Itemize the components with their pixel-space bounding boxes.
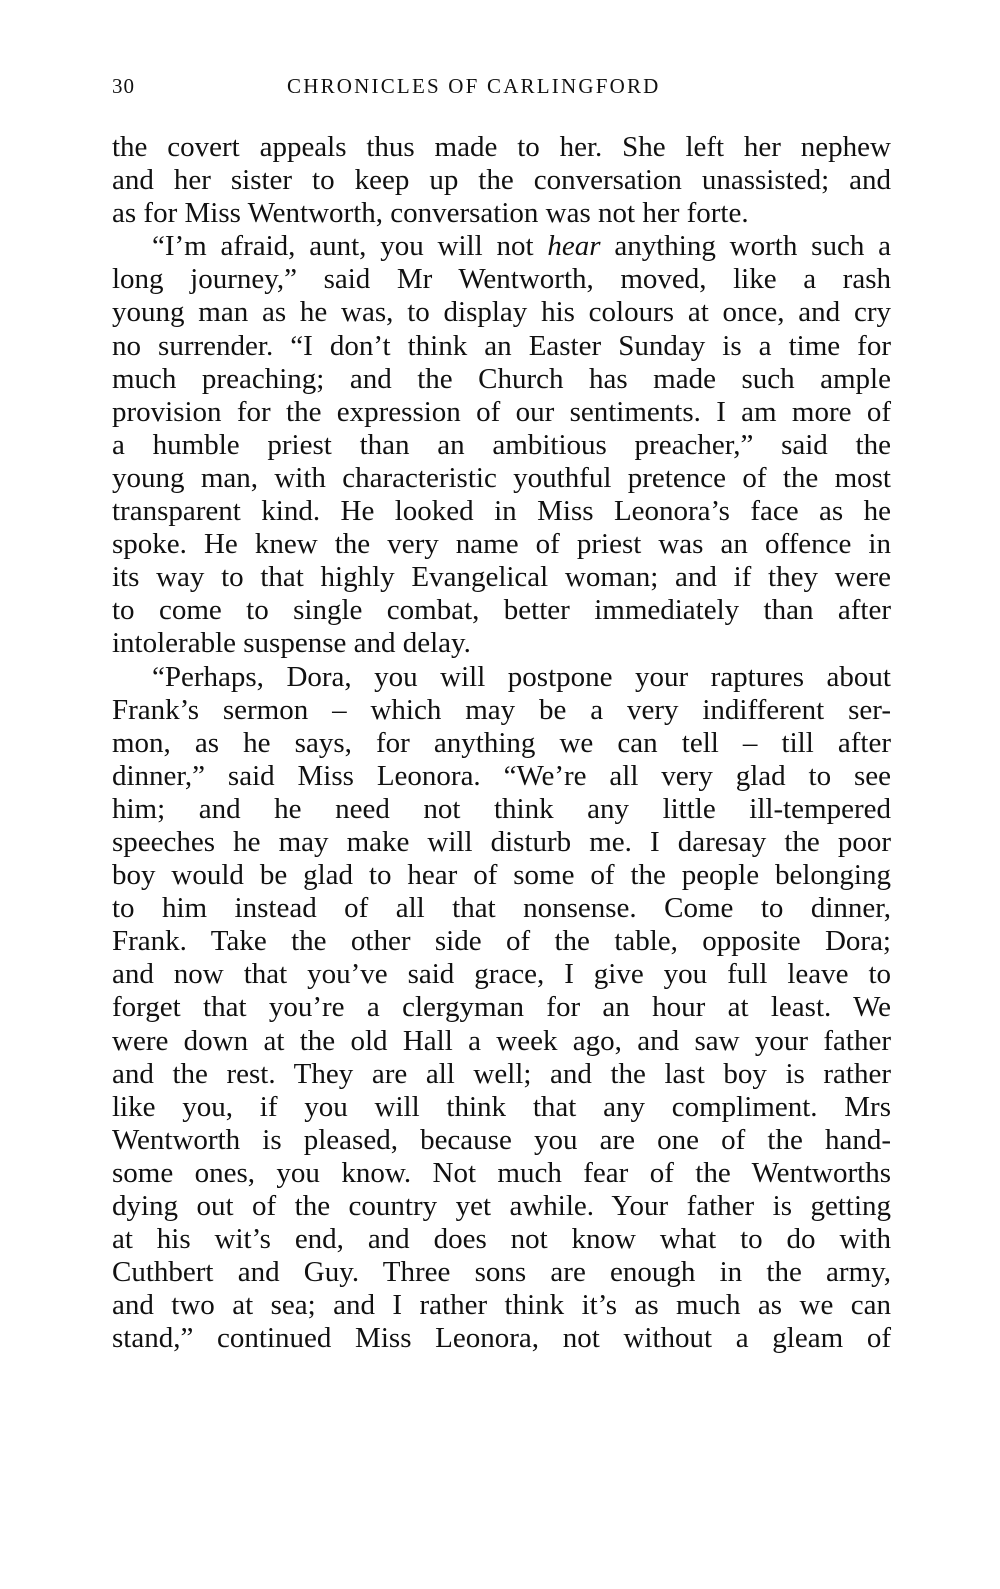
text-line: no surrender. “I don’t think an Easter Sunday is a time for bbox=[112, 329, 891, 362]
text-line: its way to that highly Evangelical woman; and if they were bbox=[112, 561, 891, 594]
text-line-start: “I’m afraid, aunt, you will not bbox=[152, 230, 534, 263]
text-line: boy would be glad to hear of some of the people belonging bbox=[112, 859, 891, 892]
text-line: young man as he was, to display his colours at once, and cry bbox=[112, 296, 891, 329]
text-line: and now that you’ve said grace, I give you full leave to bbox=[112, 958, 891, 991]
text-line: the covert appeals thus made to her. She left her nephew bbox=[112, 131, 891, 163]
text-line: to him instead of all that nonsense. Come to dinner, bbox=[112, 892, 891, 925]
text-line: Cuthbert and Guy. Three sons are enough in the army, bbox=[112, 1256, 891, 1289]
text-line: a humble priest than an ambitious preacher,” said the bbox=[112, 428, 891, 461]
text-line: like you, if you will think that any compliment. Mrs bbox=[112, 1090, 891, 1123]
text-line: and the rest. They are all well; and the last boy is rather bbox=[112, 1057, 891, 1090]
text-line: long journey,” said Mr Wentworth, moved, like a rash bbox=[112, 263, 891, 296]
text-line: forget that you’re a clergyman for an hour at least. We bbox=[112, 991, 891, 1024]
running-head-title: CHRONICLES OF CARLINGFORD bbox=[287, 74, 661, 98]
text-line: stand,” continued Miss Leonora, not without a gleam of bbox=[112, 1322, 891, 1355]
text-line: speeches he may make will disturb me. I daresay the poor bbox=[112, 825, 891, 858]
text-line: some ones, you know. Not much fear of the Wentworths bbox=[112, 1156, 891, 1189]
text-line: Wentworth is pleased, because you are one of the hand- bbox=[112, 1123, 891, 1156]
text-line-end: anything worth such a bbox=[600, 230, 892, 263]
text-line-with-emphasis bbox=[112, 230, 891, 263]
body-text bbox=[112, 131, 891, 1355]
text-line: young man, with characteristic youthful pretence of the most bbox=[112, 461, 891, 494]
text-line: and two at sea; and I rather think it’s as much as we can bbox=[112, 1289, 891, 1322]
text-line: were down at the old Hall a week ago, and saw your father bbox=[112, 1024, 891, 1057]
text-line: much preaching; and the Church has made such ample bbox=[112, 362, 891, 395]
text-line: provision for the expression of our sentiments. I am more of bbox=[112, 395, 891, 428]
text-line: intolerable suspense and delay. bbox=[112, 627, 471, 660]
text-line: dinner,” said Miss Leonora. “We’re all very glad to see bbox=[112, 759, 891, 792]
text-line: him; and he need not think any little ill-tempered bbox=[112, 792, 891, 825]
text-line: and her sister to keep up the conversation unassisted; and bbox=[112, 164, 891, 197]
text-line: dying out of the country yet awhile. Your father is getting bbox=[112, 1190, 891, 1222]
emphasis-word: hear bbox=[547, 230, 601, 263]
text-line: Frank’s sermon – which may be a very indifferent ser- bbox=[112, 693, 891, 726]
text-line: transparent kind. He looked in Miss Leonora’s face as he bbox=[112, 495, 891, 528]
text-line: Frank. Take the other side of the table, opposite Dora; bbox=[112, 925, 891, 958]
text-line: at his wit’s end, and does not know what to do with bbox=[112, 1223, 891, 1256]
text-line: spoke. He knew the very name of priest was an offence in bbox=[112, 528, 891, 561]
text-line: mon, as he says, for anything we can tell – till after bbox=[112, 726, 891, 759]
page-number: 30 bbox=[112, 74, 135, 98]
text-line: to come to single combat, better immediately than after bbox=[112, 594, 891, 627]
text-line: as for Miss Wentworth, conversation was not her forte. bbox=[112, 197, 749, 230]
text-line: “Perhaps, Dora, you will postpone your raptures about bbox=[152, 660, 891, 693]
running-header bbox=[112, 74, 892, 108]
